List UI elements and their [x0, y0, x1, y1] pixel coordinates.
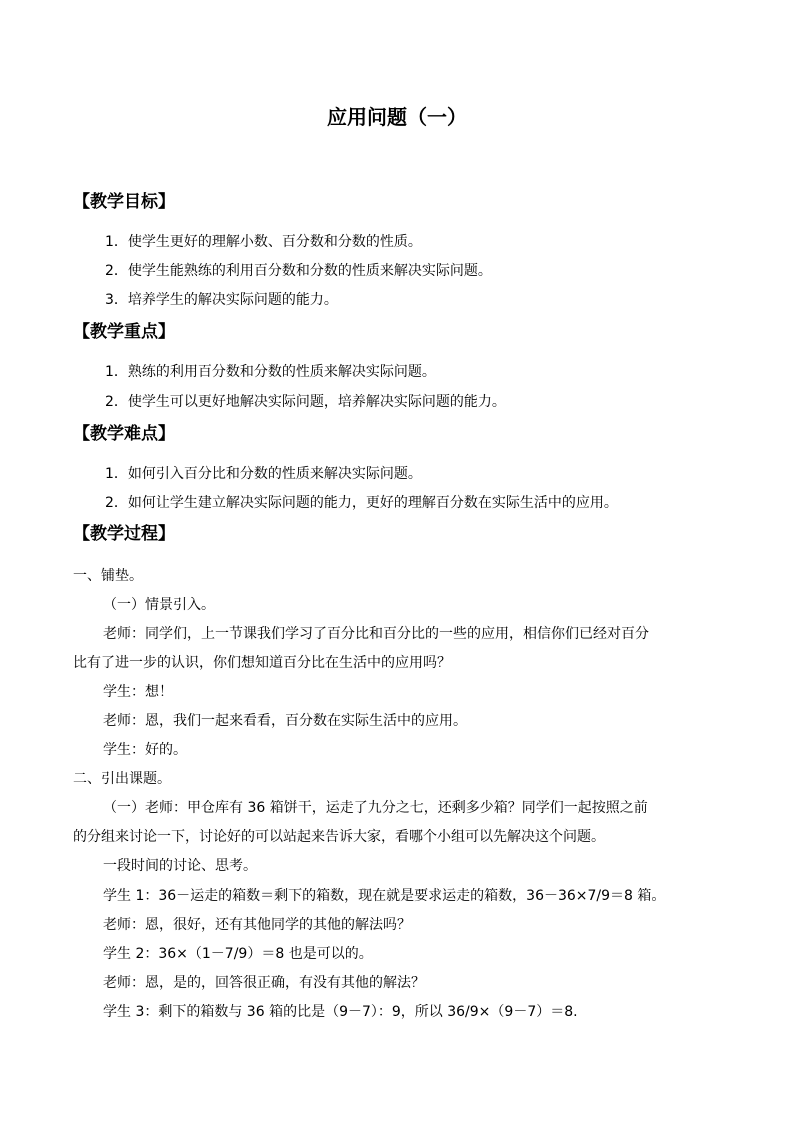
process-line: 的分组来讨论一下，讨论好的可以站起来告诉大家，看哪个小组可以先解决这个问题。 — [73, 829, 605, 845]
key-point-item: 1．熟练的利用百分数和分数的性质来解决实际问题。 — [105, 364, 436, 380]
difficulty-item: 1．如何引入百分比和分数的性质来解决实际问题。 — [105, 466, 422, 482]
process-line: 老师：恩，是的，回答很正确，有没有其他的解法？ — [103, 975, 425, 991]
section-heading-key-points: 【教学重点】 — [73, 322, 175, 342]
goal-item: 2．使学生能熟练的利用百分数和分数的性质来解决实际问题。 — [105, 263, 492, 279]
process-line: 二、引出课题。 — [73, 771, 171, 787]
key-point-item: 2．使学生可以更好地解决实际问题，培养解决实际问题的能力。 — [105, 394, 506, 410]
document-title: 应用问题（一） — [327, 105, 467, 129]
process-line: 学生 2：36×（1－7/9）＝8 也是可以的。 — [103, 946, 373, 962]
process-line: 比有了进一步的认识，你们想知道百分比在生活中的应用吗？ — [73, 655, 451, 671]
process-line: 老师：恩，我们一起来看看，百分数在实际生活中的应用。 — [103, 713, 467, 729]
process-line: 老师：同学们，上一节课我们学习了百分比和百分比的一些的应用，相信你们已经对百分 — [103, 626, 649, 642]
process-line: 学生：想！ — [103, 684, 173, 700]
goal-item: 3．培养学生的解决实际问题的能力。 — [105, 292, 338, 308]
process-line: （一）老师：甲仓库有 36 箱饼干，运走了九分之七，还剩多少箱？同学们一起按照之前 — [103, 800, 648, 816]
process-line: 老师：恩，很好，还有其他同学的其他的解法吗？ — [103, 917, 411, 933]
goal-item: 1．使学生更好的理解小数、百分数和分数的性质。 — [105, 234, 422, 250]
process-line: 学生：好的。 — [103, 742, 187, 758]
process-line: 学生 1：36－运走的箱数＝剩下的箱数，现在就是要求运走的箱数，36－36×7/9＝8 箱。 — [103, 888, 666, 904]
section-heading-goals: 【教学目标】 — [73, 192, 175, 212]
section-heading-process: 【教学过程】 — [73, 524, 175, 544]
process-line: 一、铺垫。 — [73, 568, 143, 584]
process-line: （一）情景引入。 — [103, 597, 215, 613]
difficulty-item: 2．如何让学生建立解决实际问题的能力，更好的理解百分数在实际生活中的应用。 — [105, 495, 618, 511]
process-line: 学生 3：剩下的箱数与 36 箱的比是（9－7）：9，所以 36/9×（9－7）＝8. — [103, 1004, 578, 1020]
process-line: 一段时间的讨论、思考。 — [103, 858, 257, 874]
section-heading-difficulties: 【教学难点】 — [73, 424, 175, 444]
